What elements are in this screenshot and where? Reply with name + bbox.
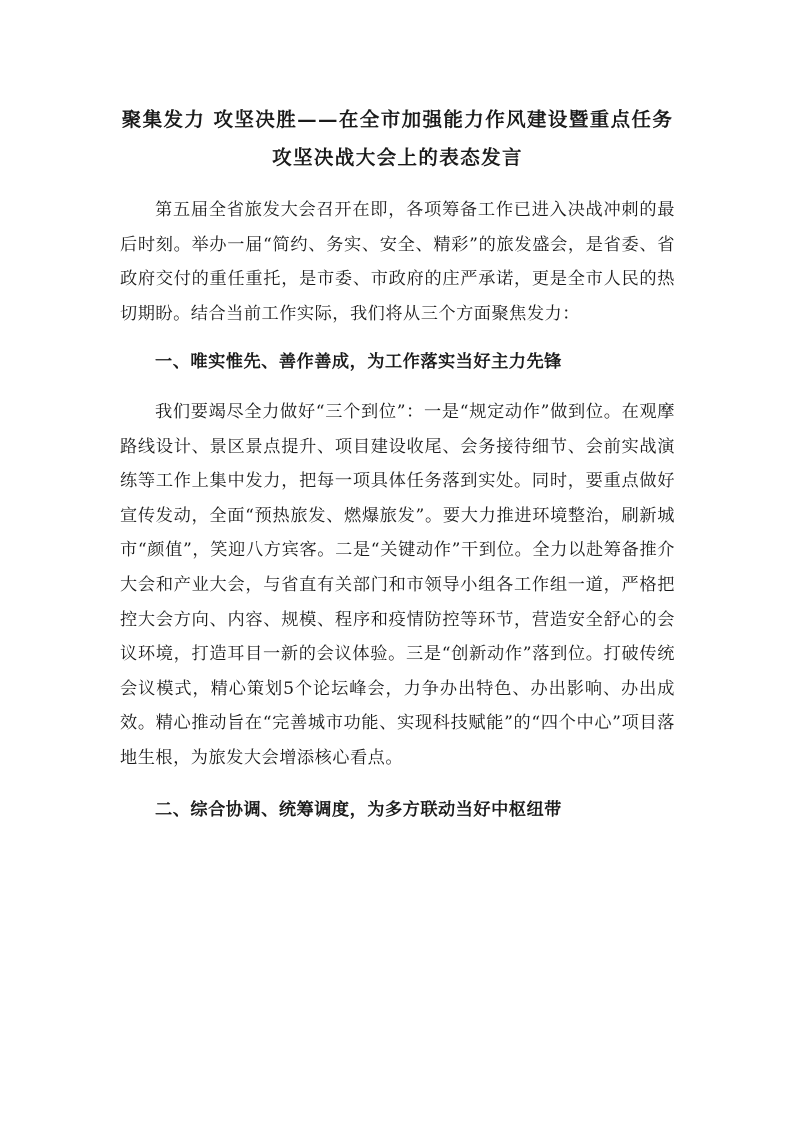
section-1-paragraph: 我们要竭尽全力做好“三个到位”：一是“规定动作”做到位。在观摩路线设计、景区景点提升、项目建设收尾、会务接待细节、会前实战演练等工作上集中发力，把每一项具体任务落到实处。同时，要重点做好宣传发动，全面“预热旅发、燃爆旅发”。要大力推进环境整治，刷新城市“颜值”，笑迎八方宾客。二是“关键动作”干到位。全力以赴筹备推介大会和产业大会，与省直有关部门和市领导小组各工作组一道，严格把控大会方向、内容、规模、程序和疫情防控等环节，营造安全舒心的会议环境，打造耳目一新的会议体验。三是“创新动作”落到位。打破传统会议模式，精心策划5个论坛峰会，力争办出特色、办出影响、办出成效。精心推动旨在“完善城市功能、实现科技赋能”的“四个中心”项目落地生根，为旅发大会增添核心看点。 <box>120 401 675 768</box>
section-heading-1: 一、唯实惟先、善作善成，为工作落实当好主力先锋 <box>155 352 562 373</box>
document-title: 聚集发力 攻坚决胜——在全市加强能力作风建设暨重点任务攻坚决战大会上的表态发言 <box>121 108 674 169</box>
intro-paragraph: 第五届全省旅发大会召开在即，各项筹备工作已进入决战冲刺的最后时刻。举办一届“简约、务实、安全、精彩”的旅发盛会，是省委、省政府交付的重任重托，是市委、市政府的庄严承诺，更是全市人民的热切期盼。结合当前工作实际，我们将从三个方面聚焦发力： <box>120 200 675 324</box>
section-heading-2: 二、综合协调、统筹调度，为多方联动当好中枢纽带 <box>155 799 562 820</box>
